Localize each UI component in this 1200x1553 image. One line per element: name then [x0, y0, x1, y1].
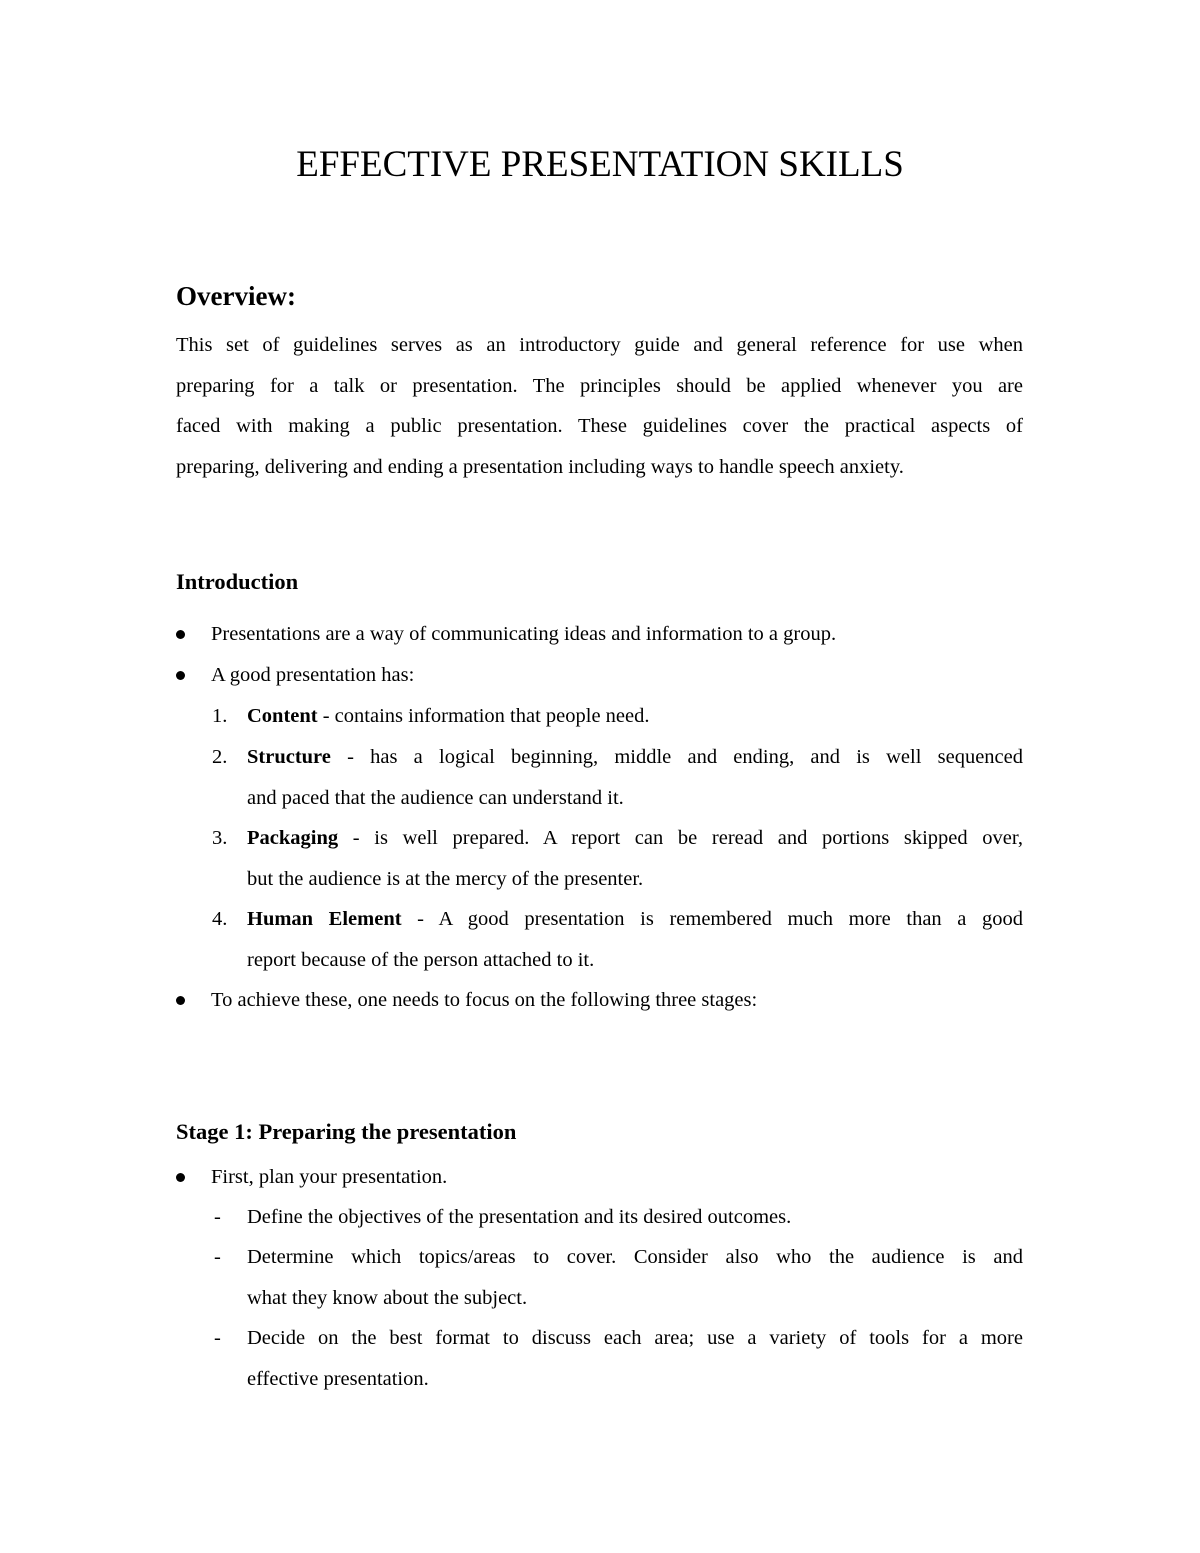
item-term: Structure [247, 746, 331, 768]
item-text: - has a logical beginning, middle and ending, and is well sequenced [330, 746, 1023, 768]
item-term: Content [247, 705, 318, 727]
dash-marker: - [214, 1246, 221, 1268]
dash-body [247, 1197, 1023, 1238]
item-term: Packaging [247, 827, 339, 849]
item-text: - is well prepared. A report can be reread and portions skipped over, [338, 827, 1023, 849]
item-term: Human Element [247, 908, 402, 930]
item-number: 3. [212, 827, 228, 849]
dash-text: effective presentation. [247, 1367, 429, 1390]
item-text: - A good presentation is remembered much more than a good [401, 908, 1023, 930]
overview-line: preparing for a talk or presentation. The principles should be applied whenever you are [176, 374, 1023, 397]
stage1-bullet-text: First, plan your presentation. [211, 1166, 448, 1188]
bullet-icon [176, 1173, 185, 1182]
dash-marker: - [214, 1206, 221, 1228]
item-body [247, 899, 1023, 980]
bullet-icon [176, 671, 185, 680]
dash-text: Decide on the best format to discuss each area; use a variety of tools for a more [247, 1327, 1023, 1349]
item-text: and paced that the audience can understand it. [247, 786, 624, 809]
dash-text: Determine which topics/areas to cover. Consider also who the audience is and [247, 1246, 1023, 1268]
intro-bullet-text: Presentations are a way of communicating ideas and information to a group. [211, 623, 837, 645]
dash-text: what they know about the subject. [247, 1286, 528, 1309]
item-text: but the audience is at the mercy of the presenter. [247, 867, 644, 890]
introduction-heading: Introduction [176, 569, 299, 594]
bullet-icon [176, 630, 185, 639]
dash-text: Define the objectives of the presentation and its desired outcomes. [247, 1206, 792, 1228]
item-body [247, 737, 1023, 818]
overview-line: preparing, delivering and ending a presentation including ways to handle speech anxiety. [176, 455, 904, 478]
document-title: EFFECTIVE PRESENTATION SKILLS [296, 144, 904, 185]
overview-line: faced with making a public presentation. These guidelines cover the practical aspects of [176, 415, 1023, 437]
stage1-heading: Stage 1: Preparing the presentation [176, 1119, 517, 1144]
overview-line: This set of guidelines serves as an introductory guide and general reference for use when [176, 334, 1023, 356]
intro-bullet-text: To achieve these, one needs to focus on the following three stages: [211, 989, 758, 1011]
bullet-icon [176, 996, 185, 1005]
intro-bullet-text: A good presentation has: [211, 664, 415, 686]
overview-paragraph [176, 325, 1023, 487]
item-number: 1. [212, 705, 228, 727]
item-text: report because of the person attached to it. [247, 948, 595, 971]
item-number: 4. [212, 908, 228, 930]
item-body [247, 818, 1023, 899]
item-number: 2. [212, 746, 228, 768]
overview-heading: Overview: [176, 281, 296, 311]
dash-body [247, 1318, 1023, 1399]
dash-marker: - [214, 1327, 221, 1349]
dash-body [247, 1237, 1023, 1318]
item-body [247, 696, 1023, 737]
item-text: - contains information that people need. [317, 705, 650, 727]
